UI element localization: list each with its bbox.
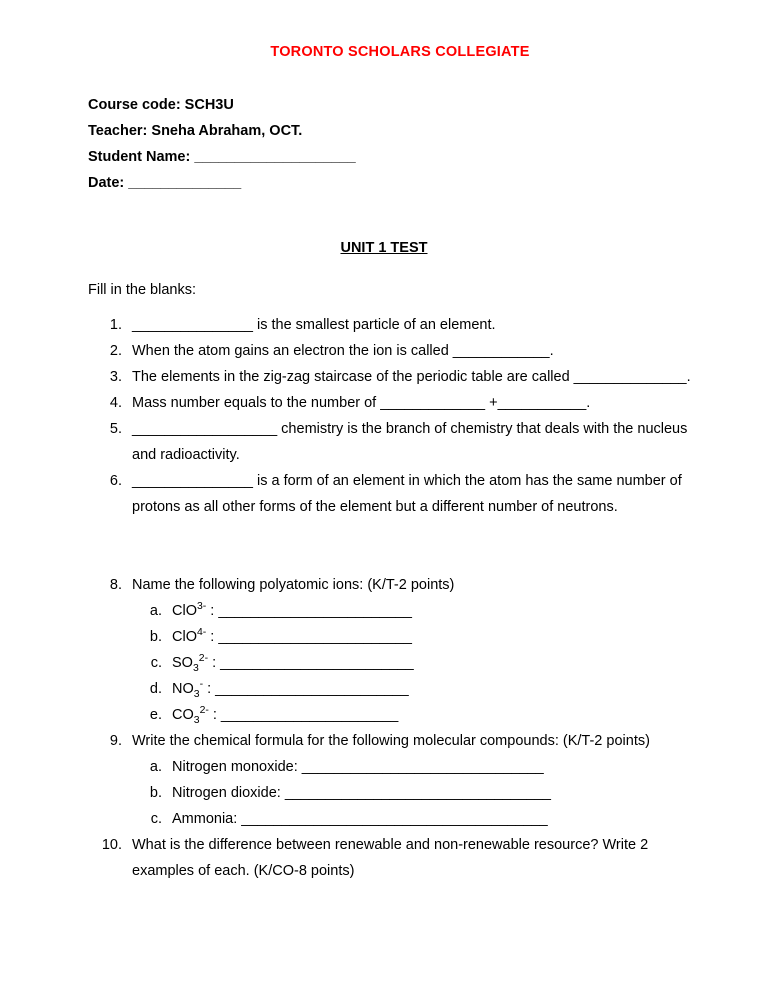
date-line: Date: ______________ [88,175,242,191]
formula-charge: 2- [198,653,209,665]
formula-charge: 3- [196,601,207,613]
unit-title: UNIT 1 TEST [340,240,428,256]
q8-sub-list [132,754,712,832]
course-code-line: Course code: SCH3U [88,97,234,113]
question-item: 5. __________________ chemistry is the branch of chemistry that deals with the nucleus and radioactivity. [126,416,712,468]
answer-blank: : ______________________ [208,707,399,723]
answer-blank: : ________________________ [203,681,409,697]
teacher-line: Teacher: Sneha Abraham, OCT. [88,123,303,139]
question-item: 2. When the atom gains an electron the ion is called ____________. [126,338,712,364]
question-list [88,312,712,884]
school-title: TORONTO SCHOLARS COLLEGIATE [270,44,530,60]
question-item: 10. What is the difference between renewable and non-renewable resource? Write 2 examples of each. (K/CO-8 points) [126,832,712,884]
answer-blank: : ________________________ [206,629,412,645]
question-item: 3. The elements in the zig-zag staircase of the periodic table are called ______________. [126,364,712,390]
formula-base: SO [172,655,193,671]
answer-blank: : ________________________ [206,603,412,619]
question-text: Name the following polyatomic ions: (K/T-2 points) [132,577,455,593]
answer-blank: : ________________________ [208,655,414,671]
list-item: c. Ammonia: ______________________________________ [166,806,712,832]
header-info-block [88,92,712,196]
formula-charge: 2- [199,705,209,717]
formula-base: ClO [172,603,197,619]
list-spacer [126,520,712,546]
question-item [126,572,712,728]
formula-subscript: 3 [193,688,200,700]
formula-base: CO [172,707,194,723]
q7-sub-list [132,598,712,728]
formula-base: ClO [172,629,197,645]
list-item [166,598,712,624]
question-item [126,728,712,832]
formula-subscript: 3 [192,662,199,674]
formula-base: NO [172,681,194,697]
formula-charge: 4- [196,627,207,639]
list-item [166,650,712,676]
question-item: 1. _______________ is the smallest particle of an element. [126,312,712,338]
formula-charge: - [199,679,204,691]
list-item: b. Nitrogen dioxide: _________________________________ [166,780,712,806]
question-item: 6. _______________ is a form of an element in which the atom has the same number of protons as all other forms of the element but a different number of neutrons. [126,468,712,520]
formula-subscript: 3 [193,714,200,726]
student-name-line: Student Name: ____________________ [88,149,356,165]
list-item: a. Nitrogen monoxide: ______________________________ [166,754,712,780]
instruction-text: Fill in the blanks: [88,282,196,298]
list-item [166,624,712,650]
list-item [166,676,712,702]
list-item [166,702,712,728]
question-item: 4. Mass number equals to the number of _____________ +___________. [126,390,712,416]
question-text: Write the chemical formula for the following molecular compounds: (K/T-2 points) [132,733,650,749]
